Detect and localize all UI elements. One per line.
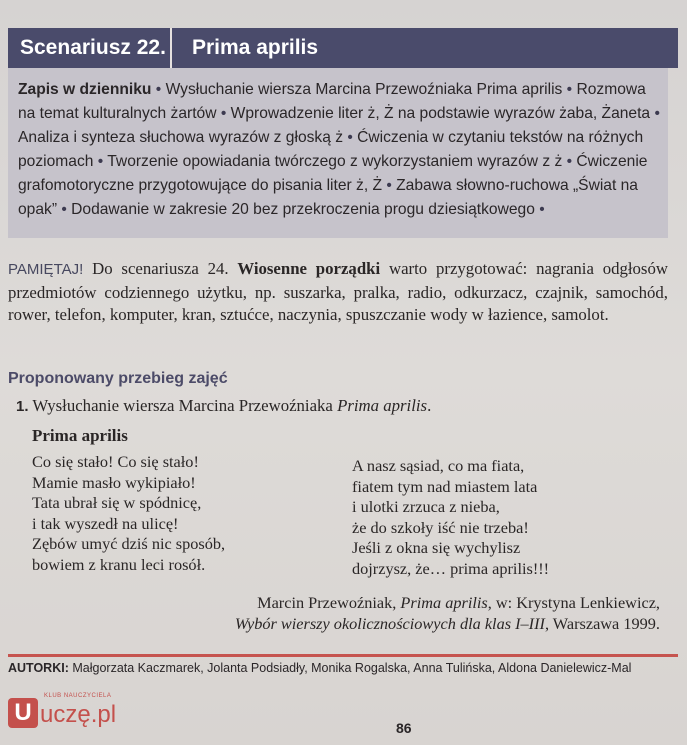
- step-item-1: [16, 396, 431, 416]
- journal-record-item: Tworzenie opowiadania twórczego z wykorzystaniem wyrazów z ż: [107, 153, 563, 170]
- citation-title: Prima aprilis: [400, 593, 488, 612]
- citation-place-year: , Warszawa 1999.: [544, 614, 660, 633]
- journal-record-box: [8, 68, 668, 238]
- proposed-heading: Proponowany przebieg zajęć: [8, 370, 228, 387]
- poem-line: fiatem tym nad miastem lata: [352, 476, 538, 496]
- remember-note: [8, 258, 668, 327]
- poem-line: że do szkoły iść nie trzeba!: [352, 517, 529, 537]
- remember-keyword: PAMIĘTAJ!: [8, 261, 84, 278]
- poem-line: bowiem z kranu leci rosół.: [32, 554, 206, 574]
- remember-text-before: Do scenariusza 24.: [92, 259, 229, 278]
- journal-record-label: Zapis w dzienniku: [18, 81, 152, 98]
- poem-line: Tata ubrał się w spódnicę,: [32, 493, 202, 512]
- bullet-icon: •: [534, 201, 545, 218]
- bullet-icon: •: [562, 153, 577, 170]
- poem-right-column: [352, 456, 549, 579]
- poem-line: Jeśli z okna się wychylisz: [352, 538, 521, 557]
- footer-divider: [8, 654, 678, 657]
- journal-record-item: Analiza i synteza słuchowa wyrazów z głoską ż: [18, 129, 344, 146]
- journal-record-item: Zabawa słowno-ruchowa „Świat na opak”: [18, 177, 638, 218]
- journal-record-item: Ćwiczenia w czytaniu tekstów na różnych poziomach: [18, 129, 644, 170]
- poem-title: Prima aprilis: [32, 426, 128, 445]
- citation-author: Marcin Przewoźniak,: [257, 593, 397, 612]
- journal-record-item: Dodawanie w zakresie 20 bez przekroczenia progu dziesiątkowego: [71, 201, 535, 218]
- authors-label: AUTORKI:: [8, 661, 69, 675]
- page-number: 86: [396, 720, 412, 736]
- citation-book: Wybór wierszy okolicznościowych dla klas I–III: [234, 614, 545, 633]
- citation-source: , w: Krystyna Lenkiewicz,: [487, 593, 660, 612]
- step-end: .: [427, 396, 432, 415]
- authors-names: Małgorzata Kaczmarek, Jolanta Podsiadły, Monika Rogalska, Anna Tulińska, Aldona Danielewicz-Mal: [72, 661, 632, 675]
- remember-text-after: warto przygotować: nagrania odgłosów przedmiotów codziennego użytku, np. suszarka, pralka, radio, odkurzacz, czajnik, samochód, rower, telefon, komputer, kran, sztućce, naczynia, spuszczanie wody w łazience, samolot.: [8, 259, 668, 324]
- bullet-icon: •: [155, 81, 166, 98]
- step-number: 1.: [16, 398, 29, 415]
- bullet-icon: •: [216, 105, 231, 122]
- poem-line: i tak wyszedł na ulicę!: [32, 513, 179, 533]
- scenario-number: Scenariusz 22.: [20, 36, 166, 59]
- poem-left-column: [32, 452, 225, 575]
- poem-line: Mamie masło wykipiało!: [32, 472, 196, 492]
- journal-record-item: Rozmowa na temat kulturalnych żartów: [18, 81, 646, 122]
- logo-u-icon: U: [8, 698, 38, 728]
- poem-line: dojrzysz, że… prima aprilis!!!: [352, 558, 550, 578]
- poem-line: Co się stało! Co się stało!: [32, 452, 199, 471]
- logo-word: uczę.pl: [40, 701, 117, 728]
- journal-record-item: Wprowadzenie liter ż, Ż na podstawie wyrazów żaba, Żaneta: [230, 105, 651, 122]
- journal-record-item: Wysłuchanie wiersza Marcina Przewoźniaka Prima aprilis: [165, 81, 563, 98]
- poem-line: i ulotki zrzuca z nieba,: [352, 497, 500, 516]
- publisher-logo: [8, 693, 117, 728]
- authors-line: [8, 661, 631, 675]
- bullet-icon: •: [343, 129, 358, 146]
- journal-record-item: Ćwiczenie grafomotoryczne przygotowujące do pisania liter ż, Ż: [18, 153, 648, 194]
- step-title: Prima aprilis: [337, 396, 428, 415]
- journal-record-items: [18, 81, 660, 218]
- logo-club-text: KLUB NAUCZYCIELA: [44, 693, 112, 699]
- scenario-header: [8, 28, 678, 68]
- bullet-icon: •: [562, 81, 577, 98]
- bullet-icon: •: [382, 177, 397, 194]
- poem-line: A nasz sąsiad, co ma fiata,: [352, 456, 525, 475]
- scenario-title: Prima aprilis: [192, 36, 319, 59]
- poem-citation: [150, 592, 660, 634]
- poem-line: Zębów umyć dziś nic sposób,: [32, 534, 226, 553]
- bullet-icon: •: [57, 201, 72, 218]
- bullet-icon: •: [650, 105, 660, 122]
- bullet-icon: •: [93, 153, 108, 170]
- step-text: Wysłuchanie wiersza Marcina Przewoźniaka: [32, 396, 333, 415]
- remember-bold-title: Wiosenne porządki: [237, 259, 381, 278]
